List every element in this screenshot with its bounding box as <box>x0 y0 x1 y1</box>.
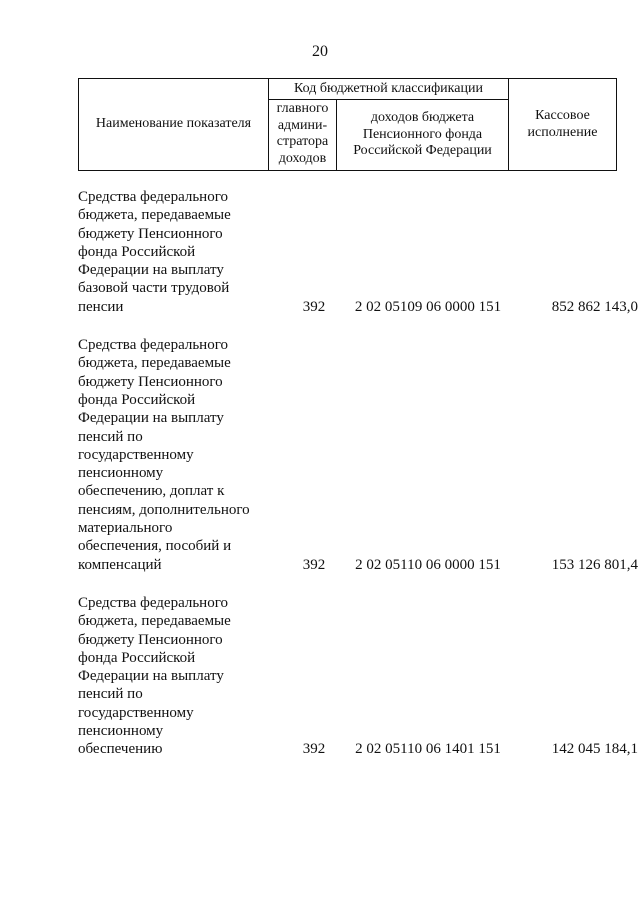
table-row <box>78 336 638 574</box>
row-admin-code: 392 <box>302 298 326 315</box>
row-admin-code: 392 <box>302 741 326 758</box>
table-row <box>78 188 638 316</box>
table-header <box>78 78 617 171</box>
header-income-label: доходов бюджета Пенсионного фонда Российской Федерации <box>353 110 492 159</box>
header-admin-column <box>269 100 337 171</box>
row-admin-code: 392 <box>302 556 326 573</box>
header-admin-label: главного админи-стратора доходов <box>276 101 329 166</box>
table-row <box>78 594 638 759</box>
header-amount-column <box>509 79 617 171</box>
row-income-code: 2 02 05110 06 0000 151 <box>355 556 501 573</box>
row-amount: 153 126 801,4 <box>551 556 638 573</box>
header-name-column <box>79 79 269 171</box>
row-name: Средства федерального бюджета, передаваемые бюджету Пенсионного фонда Российской Федерации на выплату пенсий по государственному пенсионному обеспечению <box>78 594 231 758</box>
header-amount-label: Кассовое исполнение <box>527 108 598 140</box>
header-income-column <box>337 100 509 171</box>
table-body <box>78 188 638 779</box>
row-name: Средства федерального бюджета, передаваемые бюджету Пенсионного фонда Российской Федерации на выплату базовой части трудовой пенсии <box>78 189 231 315</box>
row-amount: 142 045 184,1 <box>551 741 638 758</box>
row-amount: 852 862 143,0 <box>551 298 638 315</box>
row-income-code: 2 02 05109 06 0000 151 <box>354 298 502 315</box>
header-name-label: Наименование показателя <box>95 116 252 132</box>
row-name: Средства федерального бюджета, передаваемые бюджету Пенсионного фонда Российской Федерации на выплату пенсий по государственному пенсионному обеспечению, доплат к пенсиям, дополнительного материального обеспечения, пособий и компенсаций <box>78 337 250 573</box>
page-number: 20 <box>312 43 328 60</box>
header-code-group <box>269 79 509 100</box>
header-code-group-label: Код бюджетной классификации <box>294 80 483 96</box>
row-income-code: 2 02 05110 06 1401 151 <box>355 741 501 758</box>
